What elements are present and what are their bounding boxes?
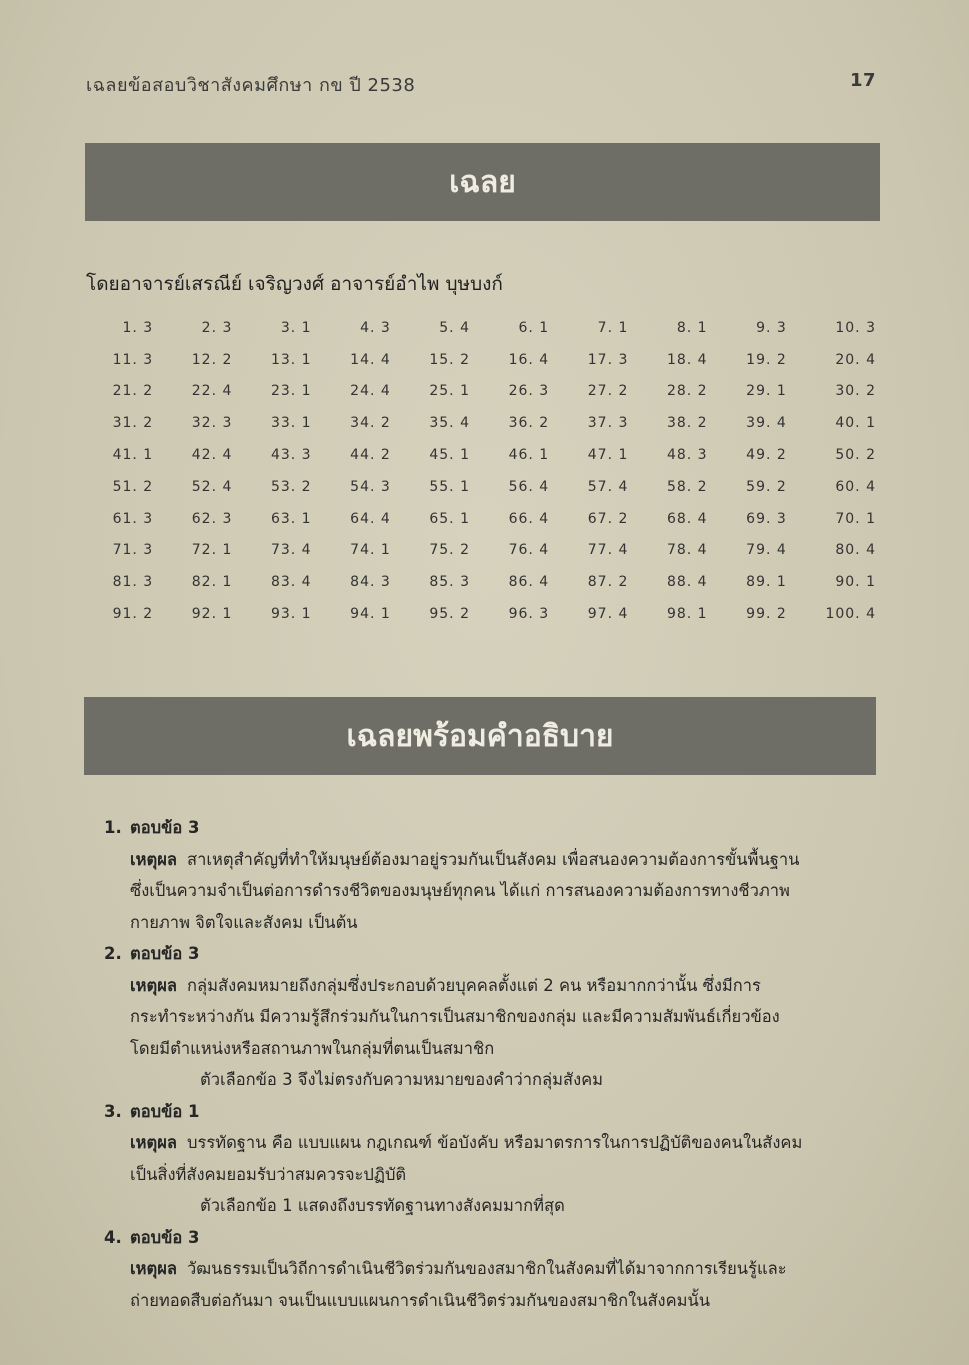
answer-cell: 31. 2 <box>112 415 154 432</box>
reason-text: กระทำระหว่างกัน มีความรู้สึกร่วมกันในการเป็นสมาชิกของกลุ่ม และมีความสัมพันธ์เกี่ยวข้อง <box>130 1007 780 1026</box>
reason-text: สาเหตุสำคัญที่ทำให้มนุษย์ต้องมาอยู่รวมกันเป็นสังคม เพื่อสนองความต้องการขั้นพื้นฐาน <box>187 849 800 869</box>
answer-cell: 49. 2 <box>746 447 787 464</box>
reason-line <box>104 1001 876 1033</box>
explanations-list <box>104 812 876 1316</box>
reason-text: กลุ่มสังคมหมายถึงกลุ่มซึ่งประกอบด้วยบุคคลตั้งแต่ 2 คน หรือมากกว่านั้น ซึ่งมีการ <box>187 975 761 995</box>
answer-cell: 51. 2 <box>112 478 154 495</box>
reason-label: เหตุผล <box>130 1259 178 1278</box>
answer-cell: 80. 4 <box>835 542 876 559</box>
answer-cell: 74. 1 <box>350 542 391 559</box>
answer-cell: 59. 2 <box>746 478 787 495</box>
answer-cell: 28. 2 <box>666 383 708 400</box>
reason-line <box>104 1253 876 1285</box>
answer-cell: 86. 4 <box>508 574 550 591</box>
answer-cell: 95. 2 <box>429 606 470 623</box>
answer-cell: 93. 1 <box>270 606 312 623</box>
answer-cell: 63. 1 <box>270 510 312 527</box>
answer-cell: 55. 1 <box>429 478 470 495</box>
reason-line <box>104 844 876 876</box>
section-title-answers: เฉลย <box>449 164 516 200</box>
authors-line: โดยอาจารย์เสรณีย์ เจริญวงศ์ อาจารย์อำไพ บุษบงก์ <box>86 273 503 295</box>
answer-choice: ตอบข้อ 1 <box>130 1101 200 1121</box>
answer-cell: 41. 1 <box>112 447 154 464</box>
answer-cell: 64. 4 <box>350 510 391 527</box>
answer-cell: 7. 1 <box>597 319 629 336</box>
answer-cell: 89. 1 <box>746 574 787 591</box>
reason-label: เหตุผล <box>130 975 178 995</box>
answer-cell: 72. 1 <box>191 542 233 559</box>
answer-cell: 38. 2 <box>666 415 708 432</box>
answer-cell: 87. 2 <box>587 574 629 591</box>
answer-cell: 25. 1 <box>429 383 470 400</box>
answer-cell: 4. 3 <box>360 319 391 336</box>
choice-note: ตัวเลือกข้อ 3 จึงไม่ตรงกับความหมายของคำว่ากลุ่มสังคม <box>200 1070 604 1089</box>
answer-cell: 58. 2 <box>666 478 708 495</box>
answer-cell: 75. 2 <box>429 542 470 559</box>
answer-cell: 56. 4 <box>508 478 550 495</box>
answer-choice: ตอบข้อ 3 <box>130 1227 200 1247</box>
answer-cell: 29. 1 <box>746 383 787 400</box>
answer-cell: 61. 3 <box>112 510 154 527</box>
answer-cell: 88. 4 <box>666 574 708 591</box>
answer-cell: 45. 1 <box>429 447 470 464</box>
answer-cell: 46. 1 <box>508 447 550 464</box>
answer-cell: 52. 4 <box>191 478 233 495</box>
reason-line <box>104 1033 876 1065</box>
answer-cell: 100. 4 <box>825 606 876 623</box>
reason-text: กายภาพ จิตใจและสังคม เป็นต้น <box>130 912 358 932</box>
answer-cell: 15. 2 <box>429 351 470 368</box>
answer-cell: 67. 2 <box>587 510 629 527</box>
reason-line <box>104 1285 876 1317</box>
answer-cell: 30. 2 <box>835 383 876 400</box>
answer-cell: 21. 2 <box>112 383 154 400</box>
answer-cell: 73. 4 <box>270 542 312 559</box>
item-number: 2. <box>104 944 122 963</box>
answer-cell: 8. 1 <box>676 319 708 336</box>
answer-cell: 91. 2 <box>112 606 154 623</box>
answer-cell: 81. 3 <box>112 574 154 591</box>
answer-cell: 94. 1 <box>350 606 391 623</box>
answer-cell: 70. 1 <box>835 510 876 527</box>
answer-cell: 23. 1 <box>270 383 312 400</box>
answer-cell: 98. 1 <box>666 606 708 623</box>
answer-cell: 42. 4 <box>191 447 233 464</box>
answer-cell: 33. 1 <box>270 415 312 432</box>
answer-cell: 22. 4 <box>191 383 233 400</box>
answer-cell: 24. 4 <box>350 383 391 400</box>
reason-line <box>104 1127 876 1159</box>
answer-cell: 27. 2 <box>587 383 629 400</box>
answer-cell: 5. 4 <box>439 319 470 336</box>
answer-cell: 97. 4 <box>587 606 629 623</box>
answer-cell: 36. 2 <box>508 415 550 432</box>
section-banner-answers <box>85 143 880 221</box>
explanation-item <box>104 938 876 1096</box>
reason-text: บรรทัดฐาน คือ แบบแผน กฎเกณฑ์ ข้อบังคับ หรือมาตรการในการปฏิบัติของคนในสังคม <box>187 1133 803 1152</box>
answer-key-grid <box>86 312 878 630</box>
answer-cell: 69. 3 <box>746 510 787 527</box>
answer-cell: 37. 3 <box>587 415 629 432</box>
reason-text: ถ่ายทอดสืบต่อกันมา จนเป็นแบบแผนการดำเนินชีวิตร่วมกันของสมาชิกในสังคมนั้น <box>130 1290 711 1310</box>
answer-cell: 44. 2 <box>350 447 391 464</box>
answer-cell: 90. 1 <box>835 574 876 591</box>
answer-cell: 82. 1 <box>191 574 233 591</box>
answer-cell: 65. 1 <box>429 510 470 527</box>
reason-text: ซึ่งเป็นความจำเป็นต่อการดำรงชีวิตของมนุษย์ทุกคน ได้แก่ การสนองความต้องการทางชีวภาพ <box>130 881 790 900</box>
answer-cell: 13. 1 <box>270 351 312 368</box>
answer-cell: 85. 3 <box>429 574 470 591</box>
choice-note: ตัวเลือกข้อ 1 แสดงถึงบรรทัดฐานทางสังคมมากที่สุด <box>200 1196 565 1215</box>
answer-cell: 78. 4 <box>666 542 708 559</box>
answer-cell: 48. 3 <box>666 447 708 464</box>
answer-cell: 9. 3 <box>756 319 787 336</box>
reason-text: วัฒนธรรมเป็นวิถีการดำเนินชีวิตร่วมกันของสมาชิกในสังคมที่ได้มาจากการเรียนรู้และ <box>187 1259 787 1278</box>
reason-line <box>104 907 876 939</box>
answer-cell: 20. 4 <box>835 351 876 368</box>
answer-cell: 10. 3 <box>835 319 876 336</box>
answer-cell: 79. 4 <box>746 542 787 559</box>
reason-text: โดยมีตำแหน่งหรือสถานภาพในกลุ่มที่ตนเป็นสมาชิก <box>130 1038 495 1058</box>
reason-label: เหตุผล <box>130 849 178 869</box>
explanation-item <box>104 1222 876 1317</box>
answer-cell: 16. 4 <box>508 351 550 368</box>
reason-line <box>104 970 876 1002</box>
answer-cell: 96. 3 <box>508 606 550 623</box>
answer-cell: 99. 2 <box>746 606 787 623</box>
item-number: 3. <box>104 1101 122 1121</box>
item-number: 1. <box>104 818 122 837</box>
reason-line <box>104 1159 876 1191</box>
answer-cell: 54. 3 <box>350 478 391 495</box>
answer-heading <box>104 1222 876 1254</box>
answer-cell: 66. 4 <box>508 510 550 527</box>
answer-cell: 1. 3 <box>122 319 154 336</box>
answer-cell: 39. 4 <box>746 415 787 432</box>
answer-cell: 11. 3 <box>112 351 154 368</box>
answer-cell: 2. 3 <box>201 319 233 336</box>
answer-cell: 62. 3 <box>191 510 233 527</box>
answer-cell: 84. 3 <box>350 574 391 591</box>
answer-cell: 40. 1 <box>835 415 876 432</box>
answer-cell: 60. 4 <box>835 478 876 495</box>
reason-label: เหตุผล <box>130 1133 178 1152</box>
section-banner-explanations <box>84 697 876 775</box>
answer-cell: 50. 2 <box>835 447 876 464</box>
reason-text: เป็นสิ่งที่สังคมยอมรับว่าสมควรจะปฏิบัติ <box>130 1164 407 1184</box>
running-head <box>86 70 876 99</box>
explanation-item <box>104 1096 876 1222</box>
answer-cell: 6. 1 <box>518 319 550 336</box>
answer-cell: 18. 4 <box>666 351 708 368</box>
answer-cell: 76. 4 <box>508 542 550 559</box>
answer-cell: 32. 3 <box>191 415 233 432</box>
running-head-title: เฉลยข้อสอบวิชาสังคมศึกษา กข ปี 2538 <box>86 75 416 96</box>
item-number: 4. <box>104 1227 122 1247</box>
reason-line <box>104 875 876 907</box>
answer-cell: 26. 3 <box>508 383 550 400</box>
explanation-item <box>104 812 876 938</box>
answer-cell: 68. 4 <box>666 510 708 527</box>
answer-cell: 17. 3 <box>587 351 629 368</box>
answer-cell: 35. 4 <box>429 415 470 432</box>
answer-cell: 47. 1 <box>587 447 629 464</box>
answer-heading <box>104 938 876 970</box>
answer-cell: 14. 4 <box>350 351 391 368</box>
answer-cell: 53. 2 <box>270 478 312 495</box>
answer-cell: 57. 4 <box>587 478 629 495</box>
answer-cell: 83. 4 <box>270 574 312 591</box>
answer-choice: ตอบข้อ 3 <box>130 818 200 837</box>
answer-heading <box>104 1096 876 1128</box>
section-title-explanations: เฉลยพร้อมคำอธิบาย <box>346 718 614 754</box>
answer-heading <box>104 812 876 844</box>
page-number: 17 <box>849 70 876 91</box>
answer-cell: 92. 1 <box>191 606 233 623</box>
answer-cell: 43. 3 <box>270 447 312 464</box>
answer-cell: 19. 2 <box>746 351 787 368</box>
answer-cell: 12. 2 <box>191 351 233 368</box>
answer-cell: 77. 4 <box>587 542 629 559</box>
answer-cell: 34. 2 <box>350 415 391 432</box>
answer-cell: 71. 3 <box>112 542 154 559</box>
answer-choice: ตอบข้อ 3 <box>130 944 200 963</box>
answer-cell: 3. 1 <box>280 319 312 336</box>
